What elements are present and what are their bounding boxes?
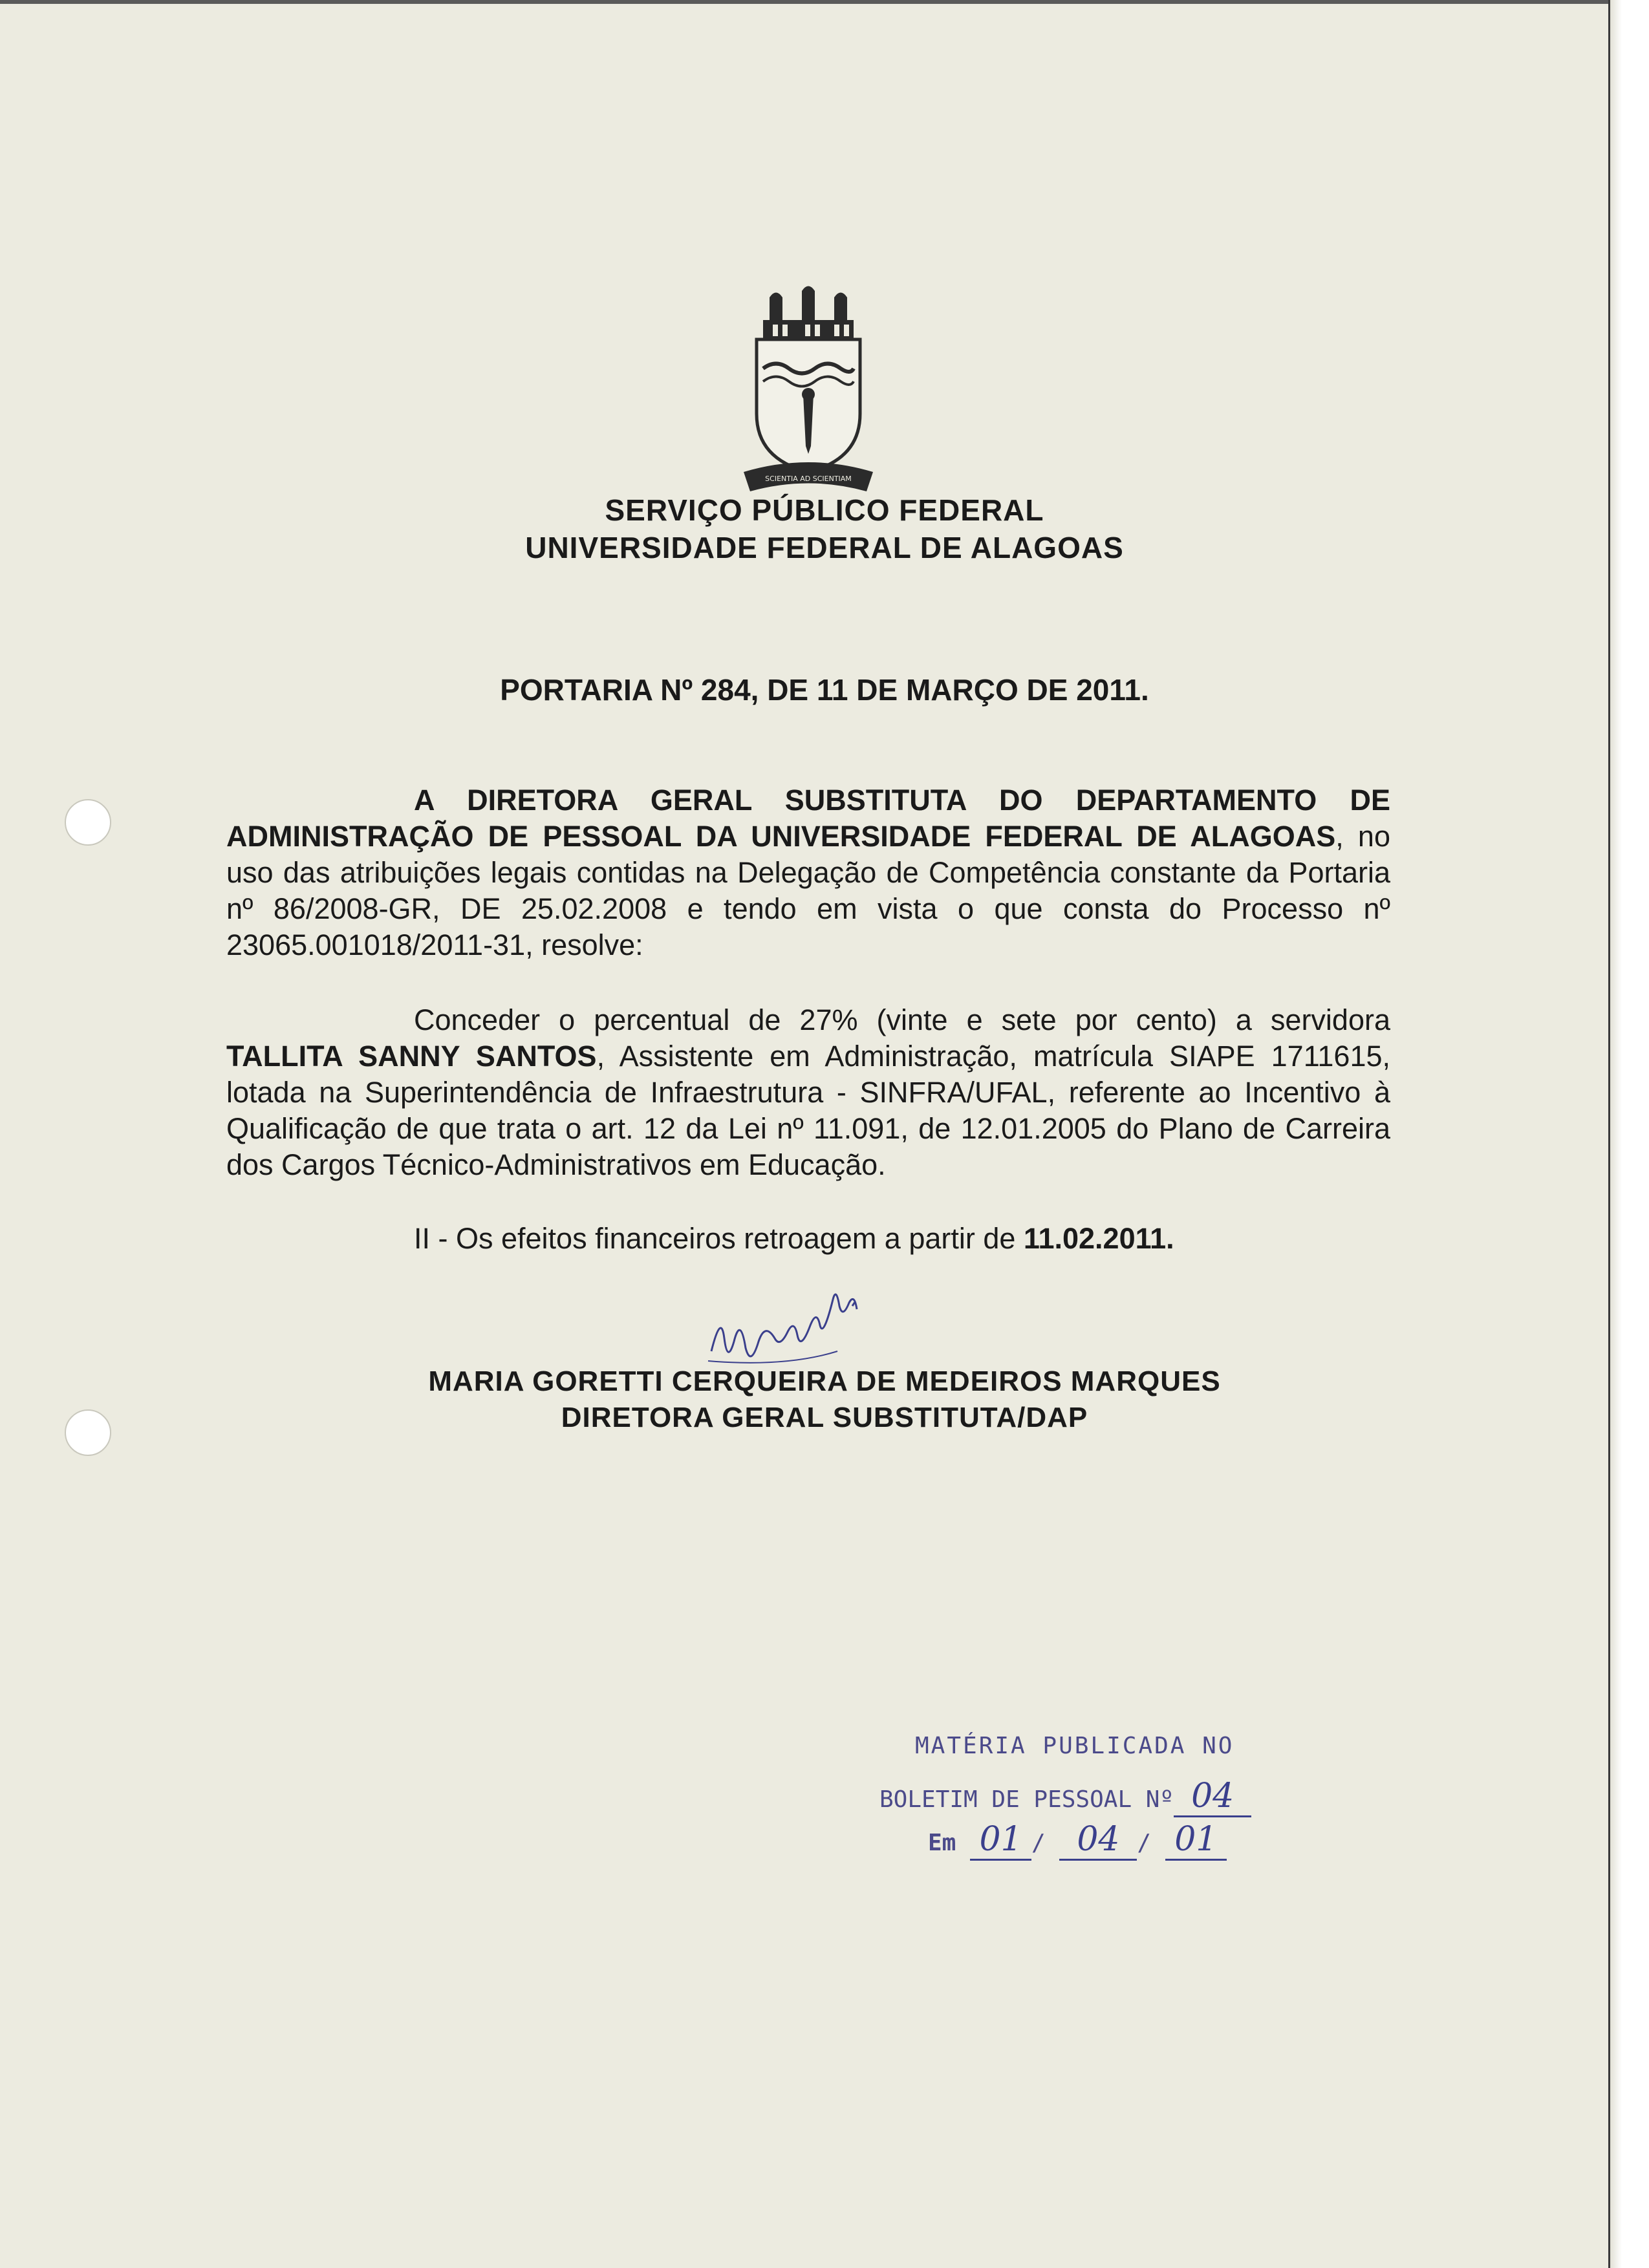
handwritten-signature — [705, 1287, 899, 1377]
stamp-year: 01 — [1165, 1820, 1227, 1861]
publication-stamp — [867, 1733, 1319, 1881]
article-2-text: II - Os efeitos financeiros retroagem a partir de — [414, 1222, 1024, 1255]
header-university-name: UNIVERSIDADE FEDERAL DE ALAGOAS — [525, 531, 1124, 564]
article-2-paragraph — [226, 1221, 1390, 1257]
preamble-authority: A DIRETORA GERAL SUBSTITUTA DO DEPARTAMENTO DE ADMINISTRAÇÃO DE PESSOAL DA UNIVERSIDADE FEDERAL DE ALAGOAS — [226, 784, 1390, 853]
employee-name: TALLITA SANNY SANTOS — [226, 1040, 597, 1073]
header-federal-service: SERVIÇO PÚBLICO FEDERAL — [605, 493, 1044, 527]
boletim-number: 04 — [1174, 1777, 1251, 1817]
effective-date: 11.02.2011. — [1023, 1222, 1174, 1255]
university-crest-logo — [744, 284, 873, 498]
stamp-day: 01 — [970, 1820, 1031, 1861]
article-1-text-b: , Assistente em Administração, matrícula SIAPE 1711615, lotada na Superintendência de Infraestrutura - SINFRA/UFAL, referente ao Incentivo à Qualificação de que trata o art. 12 da Lei nº 11.091, de 12.01.2005 do Plano de Carreira dos Cargos Técnico-Administrativos em Educação. — [226, 1040, 1390, 1181]
stamp-line-1: MATÉRIA PUBLICADA NO — [915, 1733, 1234, 1759]
stamp-month: 04 — [1059, 1820, 1137, 1861]
stamp-line-3: Em — [928, 1830, 956, 1856]
article-1-text-a: Conceder o percentual de 27% (vinte e sete por cento) a servidora — [414, 1003, 1390, 1036]
stamp-date-sep-2: / — [1137, 1830, 1152, 1856]
stamp-date-sep-1: / — [1031, 1830, 1046, 1856]
signatory-name: MARIA GORETTI CERQUEIRA DE MEDEIROS MARQUES — [428, 1365, 1221, 1397]
document-title: PORTARIA Nº 284, DE 11 DE MARÇO DE 2011. — [500, 673, 1149, 707]
stamp-date-row — [928, 1820, 1227, 1861]
signatory-role: DIRETORA GERAL SUBSTITUTA/DAP — [561, 1402, 1088, 1433]
stamp-line-2-row — [879, 1777, 1251, 1817]
stamp-line-2: BOLETIM DE PESSOAL Nº — [879, 1786, 1174, 1813]
page-right-edge — [1608, 0, 1649, 2268]
article-1-paragraph — [226, 1002, 1390, 1183]
crest-motto: SCIENTIA AD SCIENTIAM — [765, 475, 852, 483]
preamble-text: , no uso das atribuições legais contidas na Delegação de Competência constante da Portaria nº 86/2008-GR, DE 25.02.2008 e tendo em vista o que consta do Processo nº 23065.001018/2011-31, resolve: — [226, 820, 1390, 961]
punch-hole-top — [65, 799, 111, 846]
page-top-edge — [0, 0, 1610, 4]
preamble-paragraph — [226, 782, 1390, 963]
